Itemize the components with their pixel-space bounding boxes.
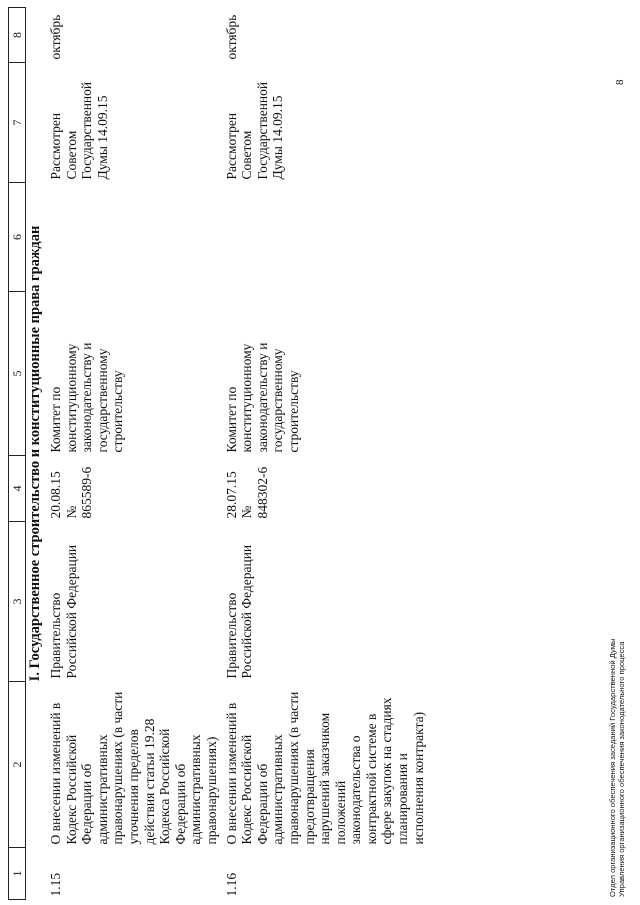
column-6-cell bbox=[44, 183, 220, 292]
footer-line: Управления организационного обеспечения законодательного процесса bbox=[617, 641, 626, 897]
row-number: 1.16 bbox=[223, 872, 239, 897]
column-number: 1 bbox=[9, 848, 26, 900]
committee: Комитет по конституционному законодательству и государственному строительству bbox=[48, 342, 126, 453]
column-number: 8 bbox=[9, 8, 26, 63]
column-number-row bbox=[9, 8, 26, 900]
footer-note bbox=[608, 639, 626, 897]
bill-author: Правительство Российской Федерации bbox=[48, 544, 79, 679]
planned-month: октябрь bbox=[48, 14, 63, 60]
committee: Комитет по конституционному законодательству и государственному строительству bbox=[223, 342, 301, 453]
column-number: 7 bbox=[9, 63, 26, 183]
column-number: 2 bbox=[9, 682, 26, 848]
column-number: 4 bbox=[9, 456, 26, 522]
bill-author: Правительство Российской Федерации bbox=[223, 544, 255, 679]
column-6-cell bbox=[220, 183, 427, 292]
bill-date: 20.08.15 bbox=[48, 471, 63, 519]
bill-number: № 848302-6 bbox=[239, 466, 270, 519]
bill-title: О внесении изменений в Кодекс Российской Федерации об административных правонарушениях (в части уточнения пределов действия статьи 19.28 Кодекса Российской Федерации об административных правонарушениях) bbox=[48, 691, 219, 845]
bills-table bbox=[8, 7, 426, 900]
bill-date-number bbox=[220, 456, 427, 522]
footer-line: Отдел организационного обеспечения заседаний Государственной Думы bbox=[608, 638, 617, 897]
section-title: I. Государственное строительство и конституционные права граждан bbox=[27, 225, 43, 682]
column-number: 5 bbox=[9, 292, 26, 456]
bill-status: Рассмотрен Советом Государственной Думы 14.09.15 bbox=[48, 81, 110, 180]
bill-title: О внесении изменений в Кодекс Российской Федерации об административных правонарушениях (в части предотвращения нарушений заказчиком положений законодательства о контрактной системе в сфере закупок на стадиях планирования и исполнения контракта) bbox=[223, 691, 426, 845]
table-row bbox=[44, 8, 220, 900]
bill-date: 28.07.15 bbox=[223, 471, 239, 519]
bill-number: № 865589-6 bbox=[63, 466, 95, 519]
bill-status: Рассмотрен Советом Государственной Думы 14.09.15 bbox=[223, 81, 286, 180]
page-number: 8 bbox=[614, 79, 626, 85]
table-row bbox=[220, 8, 427, 900]
section-row bbox=[26, 8, 45, 900]
planned-month: октябрь bbox=[223, 14, 239, 60]
column-number: 6 bbox=[9, 183, 26, 292]
row-number: 1.15 bbox=[48, 872, 63, 897]
column-number: 3 bbox=[9, 522, 26, 682]
bill-date-number bbox=[44, 456, 220, 522]
